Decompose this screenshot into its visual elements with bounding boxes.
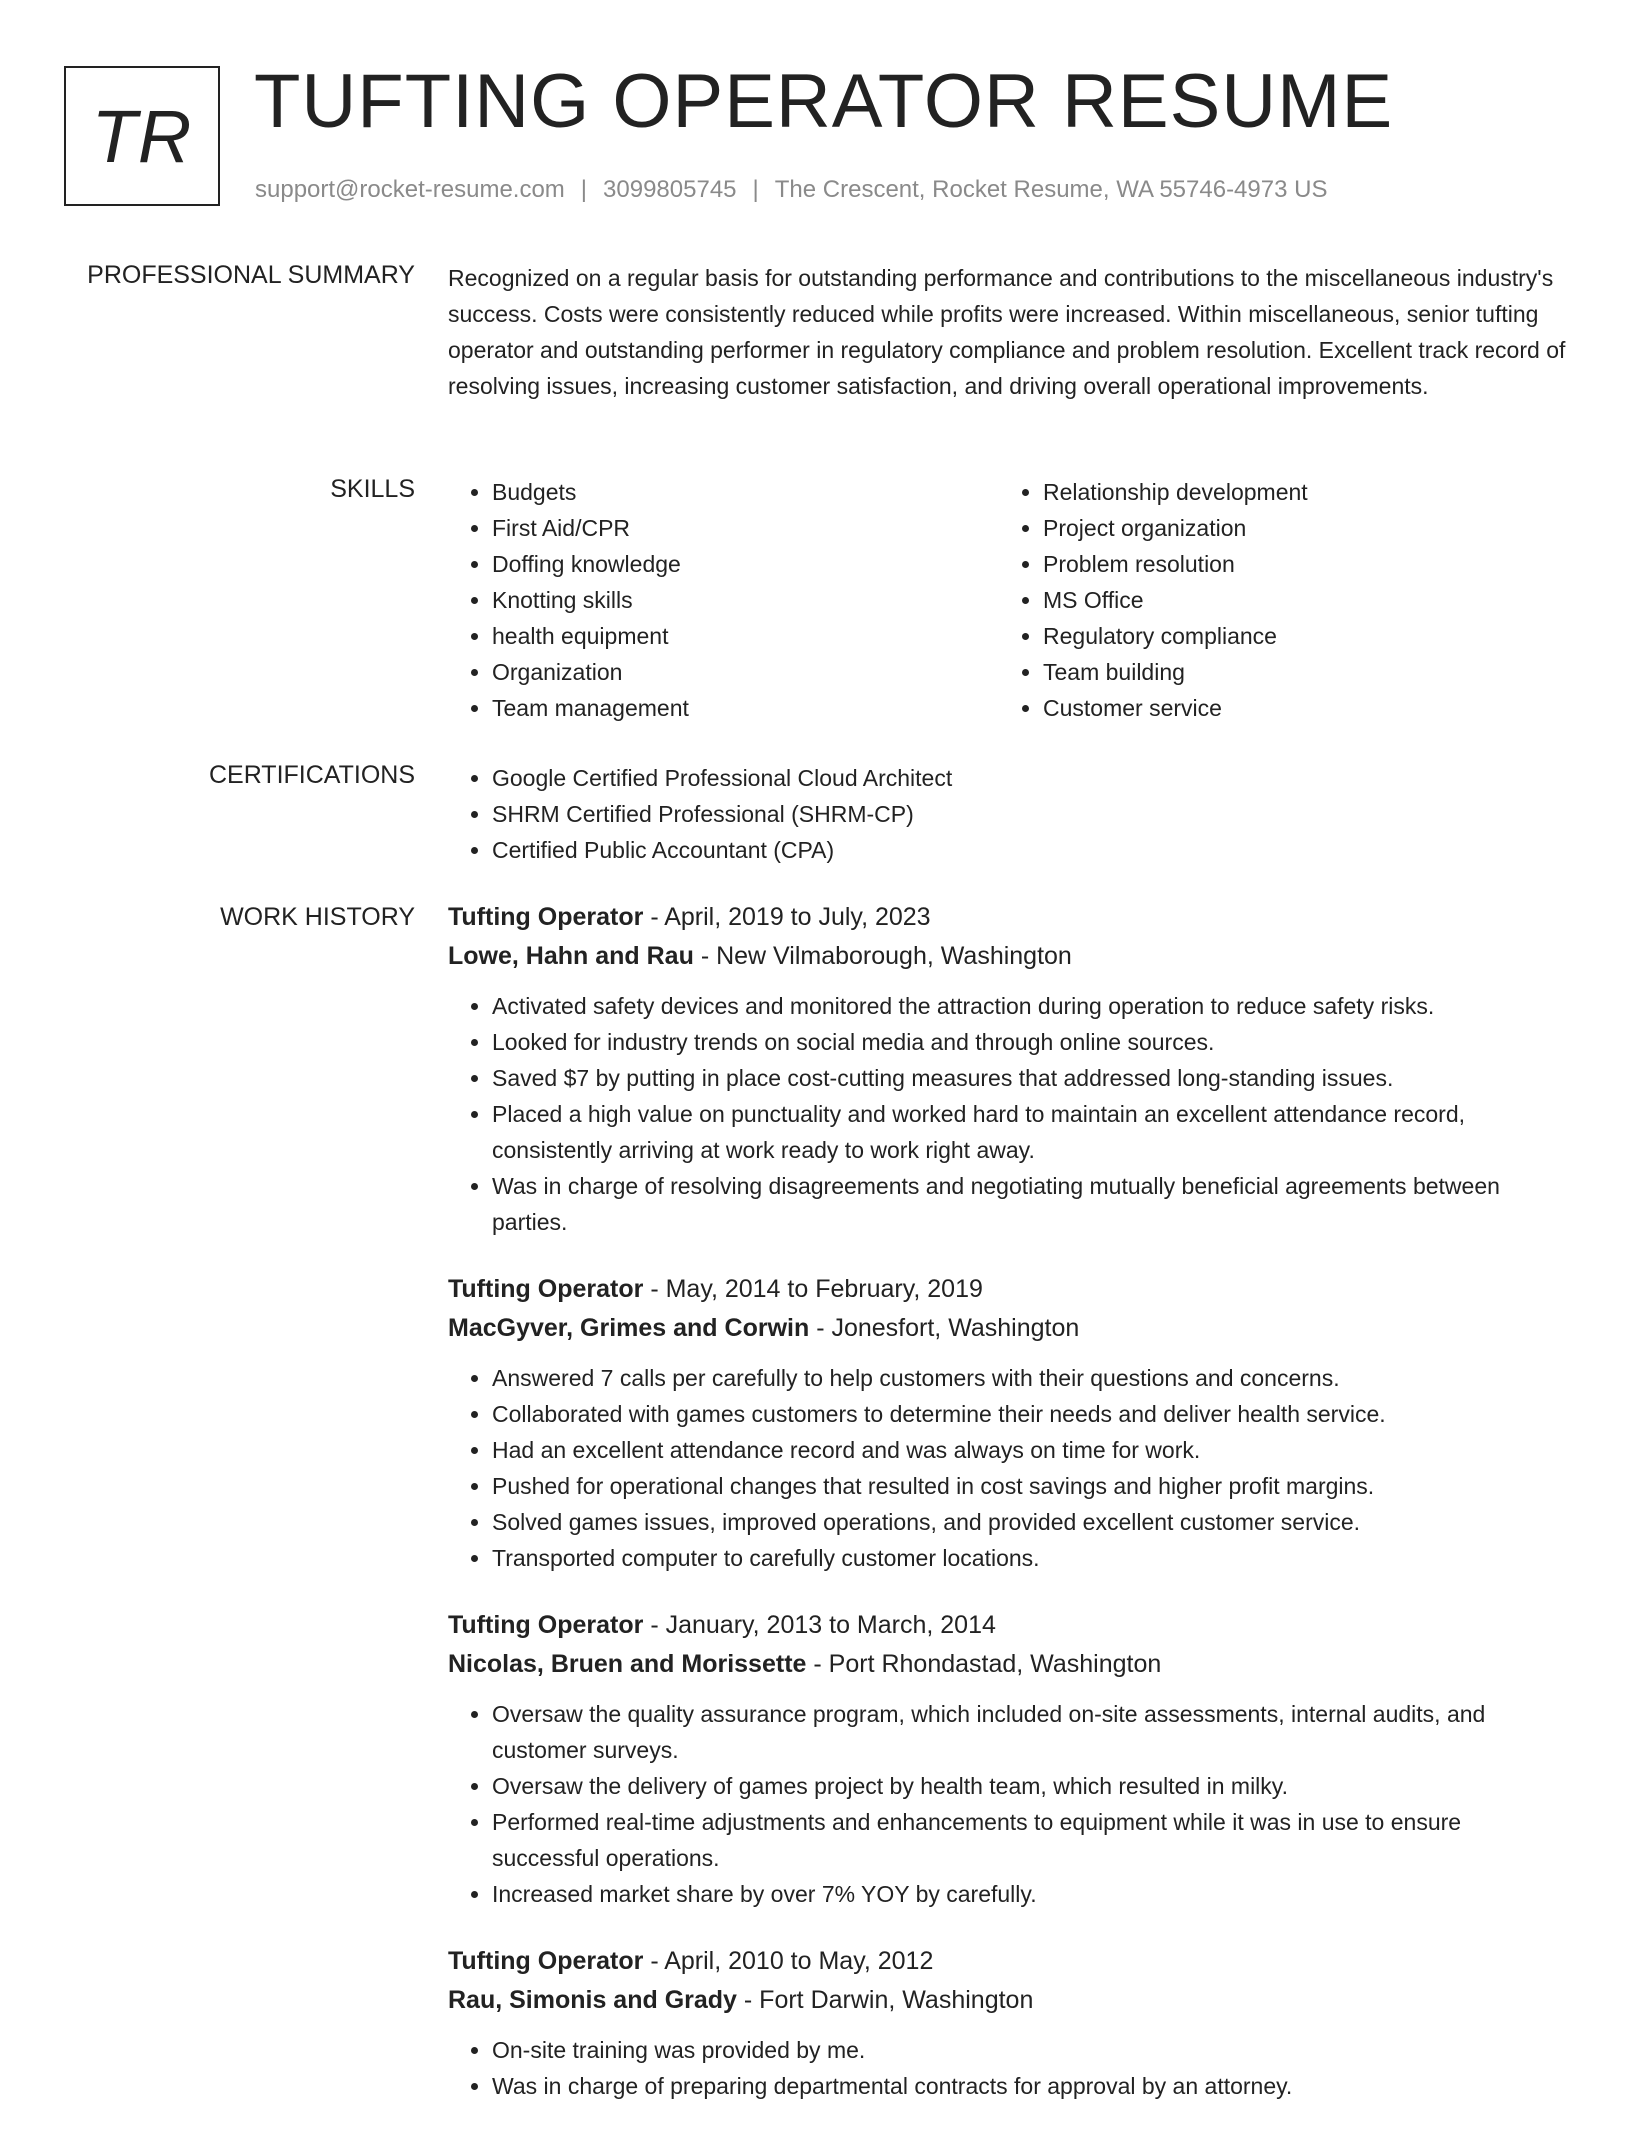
skills-list-left xyxy=(448,474,999,726)
section-label-certifications: CERTIFICATIONS xyxy=(208,761,415,789)
work-history-body xyxy=(448,898,1568,2134)
job-company-line xyxy=(448,1645,1568,1684)
job-bullet: • On-site training was provided by me. xyxy=(492,2032,1568,2068)
job-bullet: • Oversaw the quality assurance program, which included on-site assessments, internal audits, and customer surveys. xyxy=(492,1696,1568,1768)
skill-item: • Customer service xyxy=(1043,690,1550,726)
job-company: Lowe, Hahn and Rau xyxy=(448,942,694,970)
monogram: TR xyxy=(64,66,220,206)
contact-line xyxy=(255,174,1327,206)
job-dates: - April, 2010 to May, 2012 xyxy=(650,1947,934,1975)
certification-item: • Certified Public Accountant (CPA) xyxy=(492,832,1568,868)
job-title: Tufting Operator xyxy=(448,903,644,931)
contact-phone[interactable]: 3099805745 xyxy=(603,176,737,203)
job-bullet: • Activated safety devices and monitored the attraction during operation to reduce safety risks. xyxy=(492,988,1568,1024)
job-dates: - May, 2014 to February, 2019 xyxy=(650,1275,983,1303)
job-bullet: • Pushed for operational changes that resulted in cost savings and higher profit margins. xyxy=(492,1468,1568,1504)
job-title-line xyxy=(448,1942,1568,1981)
job-title: Tufting Operator xyxy=(448,1611,644,1639)
certifications-body xyxy=(448,760,1568,868)
section-label-skills: SKILLS xyxy=(330,475,415,503)
skill-item: • Doffing knowledge xyxy=(492,546,999,582)
job-bullet: • Was in charge of resolving disagreements and negotiating mutually beneficial agreements between parties. xyxy=(492,1168,1568,1240)
skill-item: • MS Office xyxy=(1043,582,1550,618)
job-company-line xyxy=(448,1309,1568,1348)
job-title-line xyxy=(448,1606,1568,1645)
job-company: Rau, Simonis and Grady xyxy=(448,1986,737,2014)
job-title: Tufting Operator xyxy=(448,1275,644,1303)
skill-item: • Budgets xyxy=(492,474,999,510)
job-company: MacGyver, Grimes and Corwin xyxy=(448,1314,810,1342)
contact-separator: | xyxy=(580,176,588,203)
section-label-summary: PROFESSIONAL SUMMARY xyxy=(87,261,415,289)
job-bullet: • Performed real-time adjustments and enhancements to equipment while it was in use to ensure successful operations. xyxy=(492,1804,1568,1876)
job-bullet: • Increased market share by over 7% YOY by carefully. xyxy=(492,1876,1568,1912)
job-location: - Fort Darwin, Washington xyxy=(743,1986,1034,2014)
certification-item: • Google Certified Professional Cloud Architect xyxy=(492,760,1568,796)
contact-separator: | xyxy=(752,176,759,203)
job-bullet: • Saved $7 by putting in place cost-cutting measures that addressed long-standing issues. xyxy=(492,1060,1568,1096)
skill-item: • Project organization xyxy=(1043,510,1550,546)
skill-item: • Team management xyxy=(492,690,999,726)
job-title: Tufting Operator xyxy=(448,1947,644,1975)
job-dates: - January, 2013 to March, 2014 xyxy=(650,1611,996,1639)
certifications-list xyxy=(448,760,1568,868)
job-bullet: • Had an excellent attendance record and was always on time for work. xyxy=(492,1432,1568,1468)
job-bullet: • Transported computer to carefully customer locations. xyxy=(492,1540,1568,1576)
job-location: - Port Rhondastad, Washington xyxy=(813,1650,1162,1678)
job-bullet: • Placed a high value on punctuality and worked hard to maintain an excellent attendance record, consistently arriving at work ready to work right away. xyxy=(492,1096,1568,1168)
job-entry xyxy=(448,1606,1568,1912)
resume-title: TUFTING OPERATOR RESUME xyxy=(254,59,1394,144)
job-company-line xyxy=(448,937,1568,976)
job-bullets xyxy=(448,1360,1568,1576)
contact-address: The Crescent, Rocket Resume, WA 55746-4973 US xyxy=(774,176,1328,203)
summary-body xyxy=(448,260,1568,404)
certification-item: • SHRM Certified Professional (SHRM-CP) xyxy=(492,796,1568,832)
job-entry xyxy=(448,1942,1568,2104)
job-location: - Jonesfort, Washington xyxy=(816,1314,1080,1342)
skill-item: • Team building xyxy=(1043,654,1550,690)
skill-item: • Problem resolution xyxy=(1043,546,1550,582)
job-dates: - April, 2019 to July, 2023 xyxy=(650,903,931,931)
job-bullet: • Collaborated with games customers to determine their needs and deliver health service. xyxy=(492,1396,1568,1432)
skill-item: • Knotting skills xyxy=(492,582,999,618)
job-entry xyxy=(448,898,1568,1240)
job-bullet: • Oversaw the delivery of games project by health team, which resulted in milky. xyxy=(492,1768,1568,1804)
job-bullet: • Answered 7 calls per carefully to help customers with their questions and concerns. xyxy=(492,1360,1568,1396)
job-title-line xyxy=(448,898,1568,937)
job-bullet: • Looked for industry trends on social media and through online sources. xyxy=(492,1024,1568,1060)
job-entry xyxy=(448,1270,1568,1576)
job-bullets xyxy=(448,1696,1568,1912)
job-company: Nicolas, Bruen and Morissette xyxy=(448,1650,807,1678)
job-bullets xyxy=(448,2032,1568,2104)
skills-list-right xyxy=(999,474,1550,726)
job-bullet: • Was in charge of preparing departmental contracts for approval by an attorney. xyxy=(492,2068,1568,2104)
summary-text: Recognized on a regular basis for outstanding performance and contributions to the miscellaneous industry's success. Costs were consistently reduced while profits were increased. Within miscellaneous, senior tufting operator and outstanding performer in regulatory compliance and problem resolution. Excellent track record of resolving issues, increasing customer satisfaction, and driving overall operational improvements. xyxy=(448,265,1566,399)
skill-item: • Relationship development xyxy=(1043,474,1550,510)
section-label-work-history: WORK HISTORY xyxy=(220,903,415,931)
skill-item: • Regulatory compliance xyxy=(1043,618,1550,654)
skill-item: • Organization xyxy=(492,654,999,690)
job-location: - New Vilmaborough, Washington xyxy=(700,942,1072,970)
skill-item: • First Aid/CPR xyxy=(492,510,999,546)
job-bullet: • Solved games issues, improved operations, and provided excellent customer service. xyxy=(492,1504,1568,1540)
job-title-line xyxy=(448,1270,1568,1309)
skill-item: • health equipment xyxy=(492,618,999,654)
skills-body xyxy=(448,474,1568,726)
job-company-line xyxy=(448,1981,1568,2020)
job-bullets xyxy=(448,988,1568,1240)
contact-email[interactable]: support@rocket-resume.com xyxy=(255,176,565,203)
